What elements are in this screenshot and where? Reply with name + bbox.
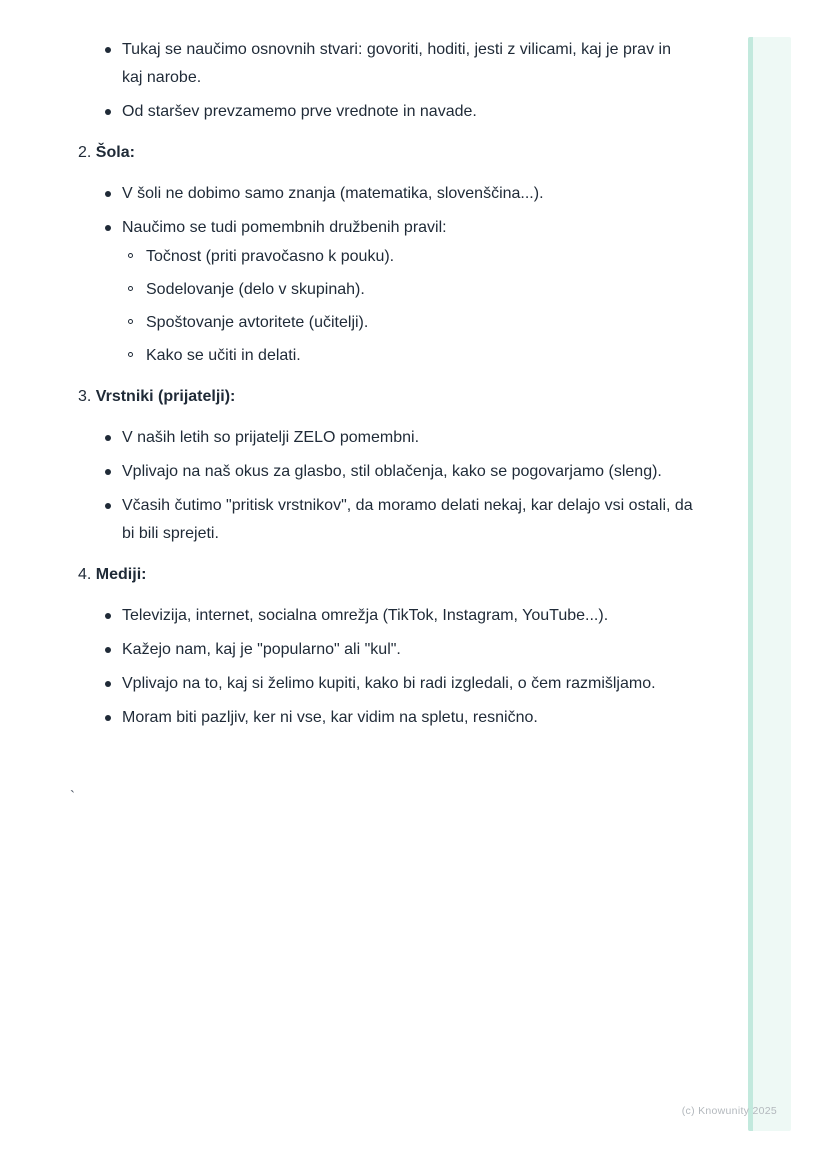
section-bullet-list bbox=[78, 602, 694, 732]
section-number: 3. bbox=[78, 388, 96, 405]
sub-bullet-icon bbox=[128, 253, 133, 258]
bullet-text: Kažejo nam, kaj je "popularno" ali "kul". bbox=[122, 641, 401, 658]
bullet-item bbox=[78, 214, 694, 370]
bullet-text: Točnost (priti pravočasno k pouku). bbox=[146, 248, 395, 265]
bullet-text: Vplivajo na naš okus za glasbo, stil oblačenja, kako se pogovarjamo (sleng). bbox=[122, 463, 662, 480]
section-heading bbox=[78, 383, 694, 411]
sub-bullet-item bbox=[122, 243, 694, 271]
highlight-accent-bar bbox=[748, 37, 791, 1131]
bullet-item bbox=[78, 458, 694, 486]
sub-bullet-icon bbox=[128, 352, 133, 357]
bullet-item bbox=[78, 602, 694, 630]
section-title: Vrstniki (prijatelji): bbox=[95, 388, 236, 405]
bullet-item bbox=[78, 98, 694, 126]
bullet-text: Tukaj se naučimo osnovnih stvari: govoriti, hoditi, jesti z vilicami, kaj je prav in kaj narobe. bbox=[122, 41, 671, 86]
bullet-icon bbox=[105, 225, 111, 231]
bullet-text: Kako se učiti in delati. bbox=[146, 347, 301, 364]
section-heading bbox=[78, 561, 694, 589]
sub-bullet-item bbox=[122, 342, 694, 370]
section-number: 4. bbox=[78, 566, 96, 583]
bullet-icon bbox=[105, 503, 111, 509]
section bbox=[78, 383, 694, 548]
sub-bullet-list bbox=[122, 243, 694, 370]
bullet-icon bbox=[105, 715, 111, 721]
bullet-icon bbox=[105, 681, 111, 687]
bullet-text: Televizija, internet, socialna omrežja (TikTok, Instagram, YouTube...). bbox=[122, 607, 609, 624]
bullet-text: V naših letih so prijatelji ZELO pomembni. bbox=[122, 429, 420, 446]
section-number: 2. bbox=[78, 144, 96, 161]
sub-bullet-item bbox=[122, 276, 694, 304]
intro-bullet-list bbox=[78, 36, 694, 126]
bullet-icon bbox=[105, 435, 111, 441]
bullet-text: Sodelovanje (delo v skupinah). bbox=[146, 281, 365, 298]
bullet-icon bbox=[105, 47, 111, 53]
sub-bullet-icon bbox=[128, 286, 133, 291]
bullet-icon bbox=[105, 647, 111, 653]
bullet-text: Moram biti pazljiv, ker ni vse, kar vidim na spletu, resnično. bbox=[122, 709, 538, 726]
section-heading bbox=[78, 139, 694, 167]
bullet-icon bbox=[105, 613, 111, 619]
sub-bullet-icon bbox=[128, 319, 133, 324]
stray-backtick-mark: ` bbox=[70, 788, 75, 805]
bullet-text: Naučimo se tudi pomembnih družbenih pravil: bbox=[122, 219, 447, 236]
bullet-text: Spoštovanje avtoritete (učitelji). bbox=[146, 314, 369, 331]
bullet-icon bbox=[105, 191, 111, 197]
section-bullet-list bbox=[78, 180, 694, 370]
bullet-item bbox=[78, 636, 694, 664]
bullet-text: Vplivajo na to, kaj si želimo kupiti, kako bi radi izgledali, o čem razmišljamo. bbox=[122, 675, 656, 692]
bullet-item bbox=[78, 424, 694, 452]
bullet-item bbox=[78, 704, 694, 732]
section bbox=[78, 561, 694, 732]
section bbox=[78, 139, 694, 370]
document-content bbox=[78, 36, 694, 738]
bullet-text: V šoli ne dobimo samo znanja (matematika, slovenščina...). bbox=[122, 185, 544, 202]
bullet-text: Od staršev prevzamemo prve vrednote in navade. bbox=[122, 103, 477, 120]
bullet-item bbox=[78, 180, 694, 208]
section-bullet-list bbox=[78, 424, 694, 548]
section-list bbox=[78, 139, 694, 732]
section-title: Mediji: bbox=[95, 566, 147, 583]
bullet-icon bbox=[105, 469, 111, 475]
sub-bullet-item bbox=[122, 309, 694, 337]
bullet-icon bbox=[105, 109, 111, 115]
section-title: Šola: bbox=[95, 144, 135, 161]
copyright-watermark: (c) Knowunity 2025 bbox=[681, 1105, 777, 1117]
bullet-item bbox=[78, 492, 694, 548]
bullet-item bbox=[78, 670, 694, 698]
bullet-item bbox=[78, 36, 694, 92]
bullet-text: Včasih čutimo "pritisk vrstnikov", da moramo delati nekaj, kar delajo vsi ostali, da bi bili sprejeti. bbox=[122, 497, 693, 542]
